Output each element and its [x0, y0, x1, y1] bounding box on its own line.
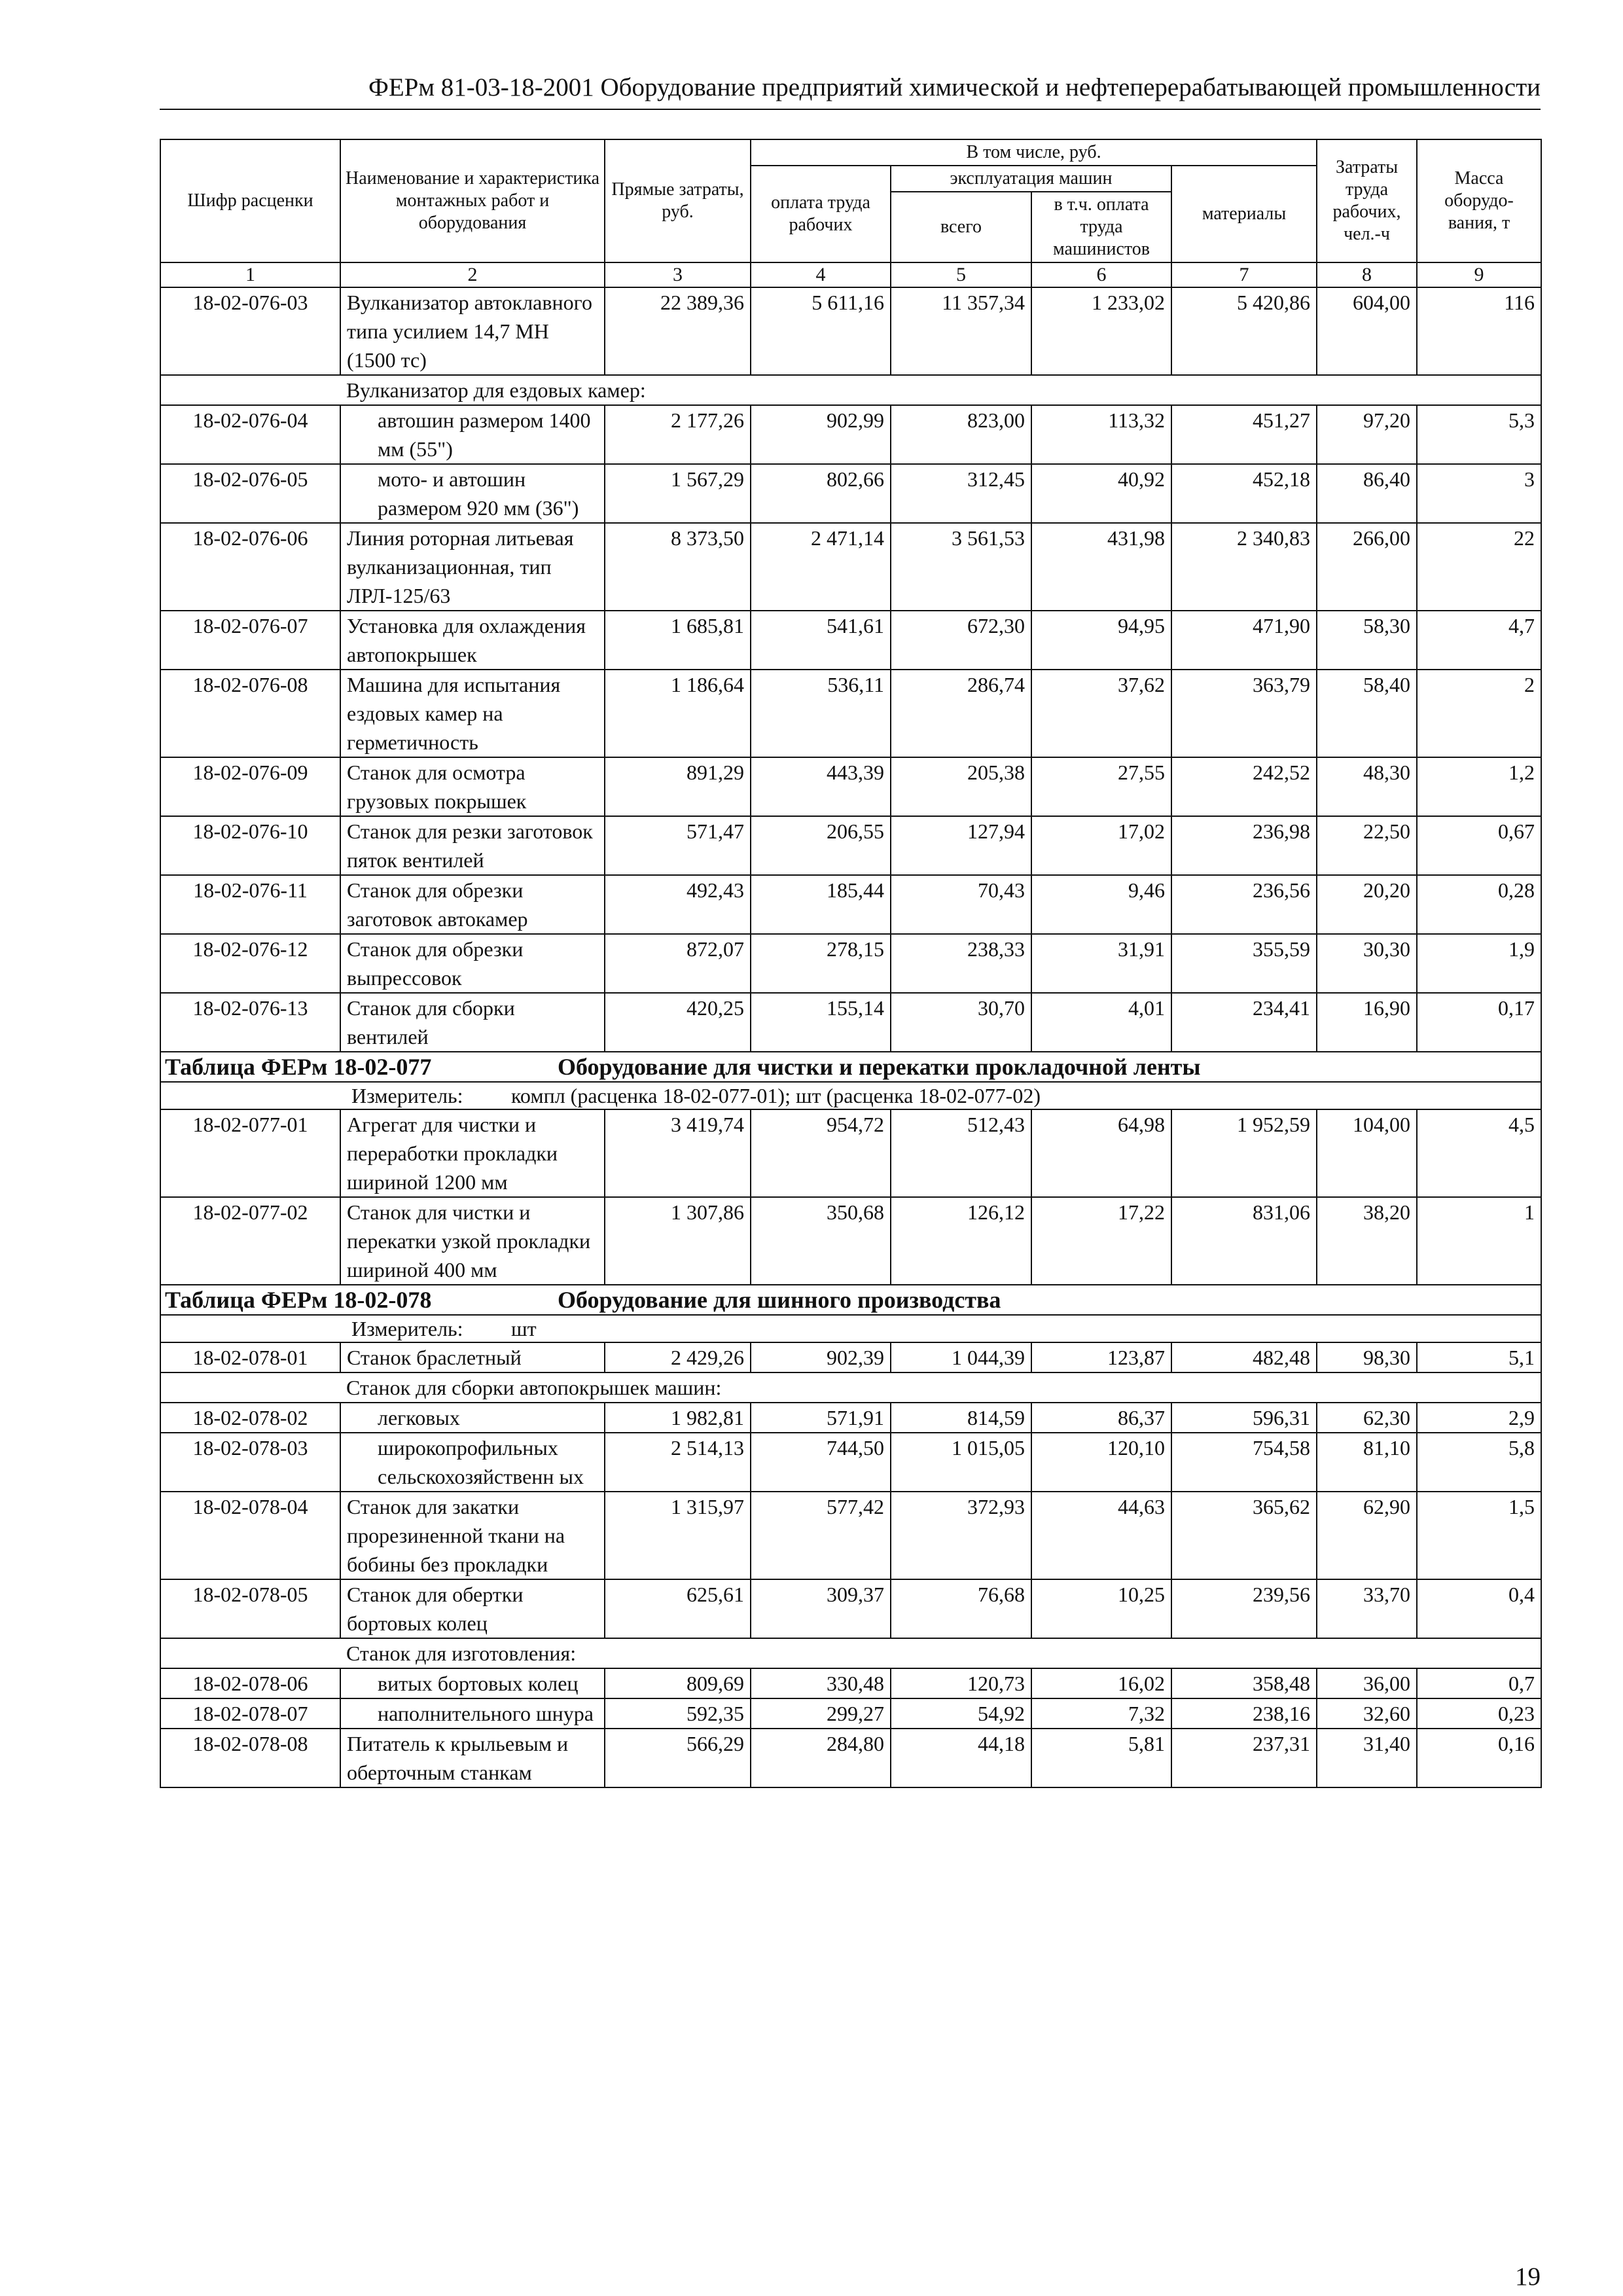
mass-value: 0,23 [1417, 1698, 1541, 1729]
direct-costs: 571,47 [605, 816, 751, 875]
machines-wages-value: 113,32 [1031, 405, 1171, 464]
labor-value: 81,10 [1317, 1433, 1417, 1492]
direct-costs: 420,25 [605, 993, 751, 1052]
subgroup-row [160, 1372, 1541, 1403]
rate-name: Линия роторная литьевая вулканизационная, тип ЛРЛ-125/63 [340, 523, 605, 611]
machines-wages-value: 17,02 [1031, 816, 1171, 875]
page-number: 19 [1515, 2263, 1541, 2291]
machines-total-value: 1 044,39 [891, 1342, 1031, 1372]
wages-value: 954,72 [751, 1109, 891, 1197]
rate-name: Станок для осмотра грузовых покрышек [340, 757, 605, 816]
mass-value: 4,5 [1417, 1109, 1541, 1197]
machines-wages-value: 27,55 [1031, 757, 1171, 816]
rate-name: легковых [340, 1403, 605, 1433]
mass-value: 3 [1417, 464, 1541, 523]
rate-name: Станок для обрезки заготовок автокамер [340, 875, 605, 934]
rate-name: Станок для обертки бортовых колец [340, 1579, 605, 1638]
table-header [160, 139, 1541, 287]
col-number: 6 [1031, 262, 1171, 287]
mass-value: 4,7 [1417, 611, 1541, 670]
rate-code: 18-02-077-01 [160, 1109, 340, 1197]
table-row [160, 1403, 1541, 1433]
machines-total-value: 44,18 [891, 1729, 1031, 1787]
rate-code: 18-02-076-13 [160, 993, 340, 1052]
wages-value: 5 611,16 [751, 287, 891, 375]
rate-name: Машина для испытания ездовых камер на герметичность [340, 670, 605, 757]
machines-wages-value: 123,87 [1031, 1342, 1171, 1372]
labor-value: 31,40 [1317, 1729, 1417, 1787]
meter-text: компл (расценка 18-02-077-01); шт (расценка 18-02-077-02) [511, 1084, 1041, 1107]
direct-costs: 22 389,36 [605, 287, 751, 375]
machines-total-value: 312,45 [891, 464, 1031, 523]
machines-wages-value: 9,46 [1031, 875, 1171, 934]
rate-name: Станок для чистки и перекатки узкой прокладки шириной 400 мм [340, 1197, 605, 1285]
wages-value: 2 471,14 [751, 523, 891, 611]
labor-value: 97,20 [1317, 405, 1417, 464]
direct-costs: 2 514,13 [605, 1433, 751, 1492]
rate-name: широкопрофильных сельскохозяйственн ых [340, 1433, 605, 1492]
mass-value: 5,1 [1417, 1342, 1541, 1372]
materials-value: 452,18 [1171, 464, 1317, 523]
materials-value: 451,27 [1171, 405, 1317, 464]
rate-name: Установка для охлаждения автопокрышек [340, 611, 605, 670]
subgroup-title: Станок для сборки автопокрышек машин: [340, 1372, 1541, 1403]
materials-value: 355,59 [1171, 934, 1317, 993]
labor-value: 33,70 [1317, 1579, 1417, 1638]
rate-code: 18-02-078-03 [160, 1433, 340, 1492]
machines-wages-value: 120,10 [1031, 1433, 1171, 1492]
table-row [160, 1668, 1541, 1698]
machines-total-value: 672,30 [891, 611, 1031, 670]
machines-wages-value: 7,32 [1031, 1698, 1171, 1729]
labor-value: 36,00 [1317, 1668, 1417, 1698]
rates-table-container [160, 139, 1541, 1788]
machines-wages-value: 4,01 [1031, 993, 1171, 1052]
machines-total-value: 1 015,05 [891, 1433, 1031, 1492]
mass-value: 0,28 [1417, 875, 1541, 934]
machines-wages-value: 64,98 [1031, 1109, 1171, 1197]
meter-cell [160, 1315, 1541, 1342]
materials-value: 365,62 [1171, 1492, 1317, 1579]
rate-code: 18-02-078-04 [160, 1492, 340, 1579]
rate-code: 18-02-078-02 [160, 1403, 340, 1433]
wages-value: 443,39 [751, 757, 891, 816]
labor-value: 16,90 [1317, 993, 1417, 1052]
labor-value: 58,30 [1317, 611, 1417, 670]
direct-costs: 566,29 [605, 1729, 751, 1787]
labor-value: 20,20 [1317, 875, 1417, 934]
materials-value: 242,52 [1171, 757, 1317, 816]
subgroup-blank-cell [160, 375, 340, 405]
col-header-name: Наименование и характеристика монтажных работ и оборудования [340, 139, 605, 262]
table-row [160, 993, 1541, 1052]
mass-value: 0,4 [1417, 1579, 1541, 1638]
table-row [160, 287, 1541, 375]
col-header-incl: В том числе, руб. [751, 139, 1317, 166]
wages-value: 802,66 [751, 464, 891, 523]
col-number: 1 [160, 262, 340, 287]
wages-value: 571,91 [751, 1403, 891, 1433]
mass-value: 1 [1417, 1197, 1541, 1285]
rate-name: Агрегат для чистки и переработки прокладки шириной 1200 мм [340, 1109, 605, 1197]
table-row [160, 1579, 1541, 1638]
table-row [160, 523, 1541, 611]
meter-label: Измеритель: [351, 1084, 463, 1107]
meter-label: Измеритель: [351, 1317, 463, 1340]
col-header-direct: Прямые затраты, руб. [605, 139, 751, 262]
mass-value: 2 [1417, 670, 1541, 757]
labor-value: 104,00 [1317, 1109, 1417, 1197]
rate-name: Станок браслетный [340, 1342, 605, 1372]
materials-value: 596,31 [1171, 1403, 1317, 1433]
machines-wages-value: 44,63 [1031, 1492, 1171, 1579]
rate-code: 18-02-076-05 [160, 464, 340, 523]
machines-total-value: 76,68 [891, 1579, 1031, 1638]
machines-total-value: 120,73 [891, 1668, 1031, 1698]
direct-costs: 1 315,97 [605, 1492, 751, 1579]
rate-code: 18-02-076-10 [160, 816, 340, 875]
table-row [160, 1197, 1541, 1285]
direct-costs: 1 186,64 [605, 670, 751, 757]
subgroup-blank-cell [160, 1638, 340, 1668]
table-section-title: Оборудование для шинного производства [558, 1287, 1001, 1313]
table-row [160, 1492, 1541, 1579]
materials-value: 363,79 [1171, 670, 1317, 757]
col-number: 9 [1417, 262, 1541, 287]
subgroup-blank-cell [160, 1372, 340, 1403]
mass-value: 0,16 [1417, 1729, 1541, 1787]
machines-total-value: 814,59 [891, 1403, 1031, 1433]
rate-code: 18-02-078-06 [160, 1668, 340, 1698]
machines-total-value: 238,33 [891, 934, 1031, 993]
machines-total-value: 127,94 [891, 816, 1031, 875]
rate-code: 18-02-076-08 [160, 670, 340, 757]
materials-value: 358,48 [1171, 1668, 1317, 1698]
wages-value: 902,39 [751, 1342, 891, 1372]
rate-name: Станок для резки заготовок пяток вентилей [340, 816, 605, 875]
materials-value: 5 420,86 [1171, 287, 1317, 375]
materials-value: 234,41 [1171, 993, 1317, 1052]
wages-value: 577,42 [751, 1492, 891, 1579]
meter-row [160, 1315, 1541, 1342]
wages-value: 185,44 [751, 875, 891, 934]
machines-total-value: 30,70 [891, 993, 1031, 1052]
machines-wages-value: 10,25 [1031, 1579, 1171, 1638]
labor-value: 32,60 [1317, 1698, 1417, 1729]
rate-code: 18-02-078-08 [160, 1729, 340, 1787]
col-header-machines: эксплуатация машин [891, 166, 1171, 192]
machines-total-value: 11 357,34 [891, 287, 1031, 375]
machines-wages-value: 86,37 [1031, 1403, 1171, 1433]
mass-value: 1,2 [1417, 757, 1541, 816]
subgroup-title: Станок для изготовления: [340, 1638, 1541, 1668]
direct-costs: 1 685,81 [605, 611, 751, 670]
col-header-labor: Затраты труда рабочих, чел.-ч [1317, 139, 1417, 262]
rate-name: Станок для закатки прорезиненной ткани на бобины без прокладки [340, 1492, 605, 1579]
direct-costs: 592,35 [605, 1698, 751, 1729]
mass-value: 0,67 [1417, 816, 1541, 875]
wages-value: 278,15 [751, 934, 891, 993]
direct-costs: 1 567,29 [605, 464, 751, 523]
col-header-machines-total: всего [891, 192, 1031, 262]
wages-value: 299,27 [751, 1698, 891, 1729]
rates-table [160, 139, 1542, 1788]
labor-value: 86,40 [1317, 464, 1417, 523]
page-header-title: ФЕРм 81-03-18-2001 Оборудование предприятий химической и нефтеперерабатывающей промышленности [368, 73, 1541, 101]
wages-value: 330,48 [751, 1668, 891, 1698]
col-header-materials: материалы [1171, 166, 1317, 262]
machines-total-value: 372,93 [891, 1492, 1031, 1579]
mass-value: 0,7 [1417, 1668, 1541, 1698]
direct-costs: 492,43 [605, 875, 751, 934]
machines-wages-value: 16,02 [1031, 1668, 1171, 1698]
rate-code: 18-02-076-04 [160, 405, 340, 464]
col-number: 8 [1317, 262, 1417, 287]
table-row [160, 816, 1541, 875]
rate-name: Питатель к крыльевым и оберточным станкам [340, 1729, 605, 1787]
table-row [160, 757, 1541, 816]
mass-value: 5,3 [1417, 405, 1541, 464]
mass-value: 2,9 [1417, 1403, 1541, 1433]
labor-value: 604,00 [1317, 287, 1417, 375]
wages-value: 744,50 [751, 1433, 891, 1492]
direct-costs: 2 177,26 [605, 405, 751, 464]
machines-wages-value: 17,22 [1031, 1197, 1171, 1285]
materials-value: 831,06 [1171, 1197, 1317, 1285]
column-numbers-row [160, 262, 1541, 287]
table-section-cell [160, 1052, 1541, 1082]
labor-value: 22,50 [1317, 816, 1417, 875]
rate-code: 18-02-076-11 [160, 875, 340, 934]
table-body [160, 287, 1541, 1787]
labor-value: 98,30 [1317, 1342, 1417, 1372]
machines-wages-value: 40,92 [1031, 464, 1171, 523]
machines-total-value: 70,43 [891, 875, 1031, 934]
materials-value: 238,16 [1171, 1698, 1317, 1729]
table-row [160, 1433, 1541, 1492]
machines-wages-value: 1 233,02 [1031, 287, 1171, 375]
col-number: 5 [891, 262, 1031, 287]
labor-value: 266,00 [1317, 523, 1417, 611]
wages-value: 206,55 [751, 816, 891, 875]
labor-value: 62,90 [1317, 1492, 1417, 1579]
col-number: 7 [1171, 262, 1317, 287]
table-section-code: Таблица ФЕРм 18-02-078 [165, 1287, 432, 1313]
materials-value: 1 952,59 [1171, 1109, 1317, 1197]
wages-value: 309,37 [751, 1579, 891, 1638]
materials-value: 236,56 [1171, 875, 1317, 934]
table-row [160, 1698, 1541, 1729]
materials-value: 237,31 [1171, 1729, 1317, 1787]
rate-code: 18-02-076-07 [160, 611, 340, 670]
direct-costs: 8 373,50 [605, 523, 751, 611]
machines-wages-value: 37,62 [1031, 670, 1171, 757]
wages-value: 284,80 [751, 1729, 891, 1787]
table-section-cell [160, 1285, 1541, 1315]
rate-name: Станок для сборки вентилей [340, 993, 605, 1052]
mass-value: 116 [1417, 287, 1541, 375]
col-number: 2 [340, 262, 605, 287]
table-row [160, 1109, 1541, 1197]
machines-total-value: 3 561,53 [891, 523, 1031, 611]
rate-name: мото- и автошин размером 920 мм (36") [340, 464, 605, 523]
machines-total-value: 512,43 [891, 1109, 1031, 1197]
subgroup-row [160, 1638, 1541, 1668]
direct-costs: 891,29 [605, 757, 751, 816]
machines-total-value: 286,74 [891, 670, 1031, 757]
meter-text: шт [511, 1317, 537, 1340]
materials-value: 482,48 [1171, 1342, 1317, 1372]
labor-value: 62,30 [1317, 1403, 1417, 1433]
mass-value: 1,5 [1417, 1492, 1541, 1579]
materials-value: 236,98 [1171, 816, 1317, 875]
machines-total-value: 823,00 [891, 405, 1031, 464]
machines-total-value: 54,92 [891, 1698, 1031, 1729]
machines-total-value: 205,38 [891, 757, 1031, 816]
col-header-mass: Масса оборудо-вания, т [1417, 139, 1541, 262]
rate-code: 18-02-077-02 [160, 1197, 340, 1285]
col-header-wages: оплата труда рабочих [751, 166, 891, 262]
labor-value: 38,20 [1317, 1197, 1417, 1285]
materials-value: 2 340,83 [1171, 523, 1317, 611]
rate-code: 18-02-076-09 [160, 757, 340, 816]
wages-value: 350,68 [751, 1197, 891, 1285]
mass-value: 5,8 [1417, 1433, 1541, 1492]
rate-code: 18-02-076-12 [160, 934, 340, 993]
wages-value: 155,14 [751, 993, 891, 1052]
mass-value: 22 [1417, 523, 1541, 611]
machines-wages-value: 94,95 [1031, 611, 1171, 670]
table-row [160, 464, 1541, 523]
rate-name: витых бортовых колец [340, 1668, 605, 1698]
mass-value: 0,17 [1417, 993, 1541, 1052]
direct-costs: 872,07 [605, 934, 751, 993]
machines-total-value: 126,12 [891, 1197, 1031, 1285]
table-row [160, 934, 1541, 993]
mass-value: 1,9 [1417, 934, 1541, 993]
col-number: 4 [751, 262, 891, 287]
table-row [160, 1342, 1541, 1372]
machines-wages-value: 31,91 [1031, 934, 1171, 993]
rate-code: 18-02-078-05 [160, 1579, 340, 1638]
table-row [160, 875, 1541, 934]
wages-value: 541,61 [751, 611, 891, 670]
table-row [160, 405, 1541, 464]
machines-wages-value: 431,98 [1031, 523, 1171, 611]
table-section-header [160, 1285, 1541, 1315]
labor-value: 30,30 [1317, 934, 1417, 993]
direct-costs: 625,61 [605, 1579, 751, 1638]
direct-costs: 2 429,26 [605, 1342, 751, 1372]
subgroup-row [160, 375, 1541, 405]
rate-code: 18-02-078-01 [160, 1342, 340, 1372]
materials-value: 471,90 [1171, 611, 1317, 670]
materials-value: 239,56 [1171, 1579, 1317, 1638]
table-row [160, 611, 1541, 670]
materials-value: 754,58 [1171, 1433, 1317, 1492]
labor-value: 48,30 [1317, 757, 1417, 816]
table-section-code: Таблица ФЕРм 18-02-077 [165, 1054, 432, 1080]
direct-costs: 809,69 [605, 1668, 751, 1698]
table-section-header [160, 1052, 1541, 1082]
rate-code: 18-02-076-03 [160, 287, 340, 375]
labor-value: 58,40 [1317, 670, 1417, 757]
direct-costs: 3 419,74 [605, 1109, 751, 1197]
col-header-code: Шифр расценки [160, 139, 340, 262]
direct-costs: 1 307,86 [605, 1197, 751, 1285]
header-rule [160, 109, 1541, 110]
subgroup-title: Вулканизатор для ездовых камер: [340, 375, 1541, 405]
rate-name: Вулканизатор автоклавного типа усилием 14,7 МН (1500 тс) [340, 287, 605, 375]
table-row [160, 670, 1541, 757]
meter-row [160, 1082, 1541, 1109]
wages-value: 536,11 [751, 670, 891, 757]
wages-value: 902,99 [751, 405, 891, 464]
rate-name: наполнительного шнура [340, 1698, 605, 1729]
table-row [160, 1729, 1541, 1787]
meter-cell [160, 1082, 1541, 1109]
rate-code: 18-02-076-06 [160, 523, 340, 611]
rate-code: 18-02-078-07 [160, 1698, 340, 1729]
direct-costs: 1 982,81 [605, 1403, 751, 1433]
rate-name: Станок для обрезки выпрессовок [340, 934, 605, 993]
table-section-title: Оборудование для чистки и перекатки прокладочной ленты [558, 1054, 1201, 1080]
col-header-machines-wages: в т.ч. оплата труда машинистов [1031, 192, 1171, 262]
rate-name: автошин размером 1400 мм (55") [340, 405, 605, 464]
col-number: 3 [605, 262, 751, 287]
machines-wages-value: 5,81 [1031, 1729, 1171, 1787]
